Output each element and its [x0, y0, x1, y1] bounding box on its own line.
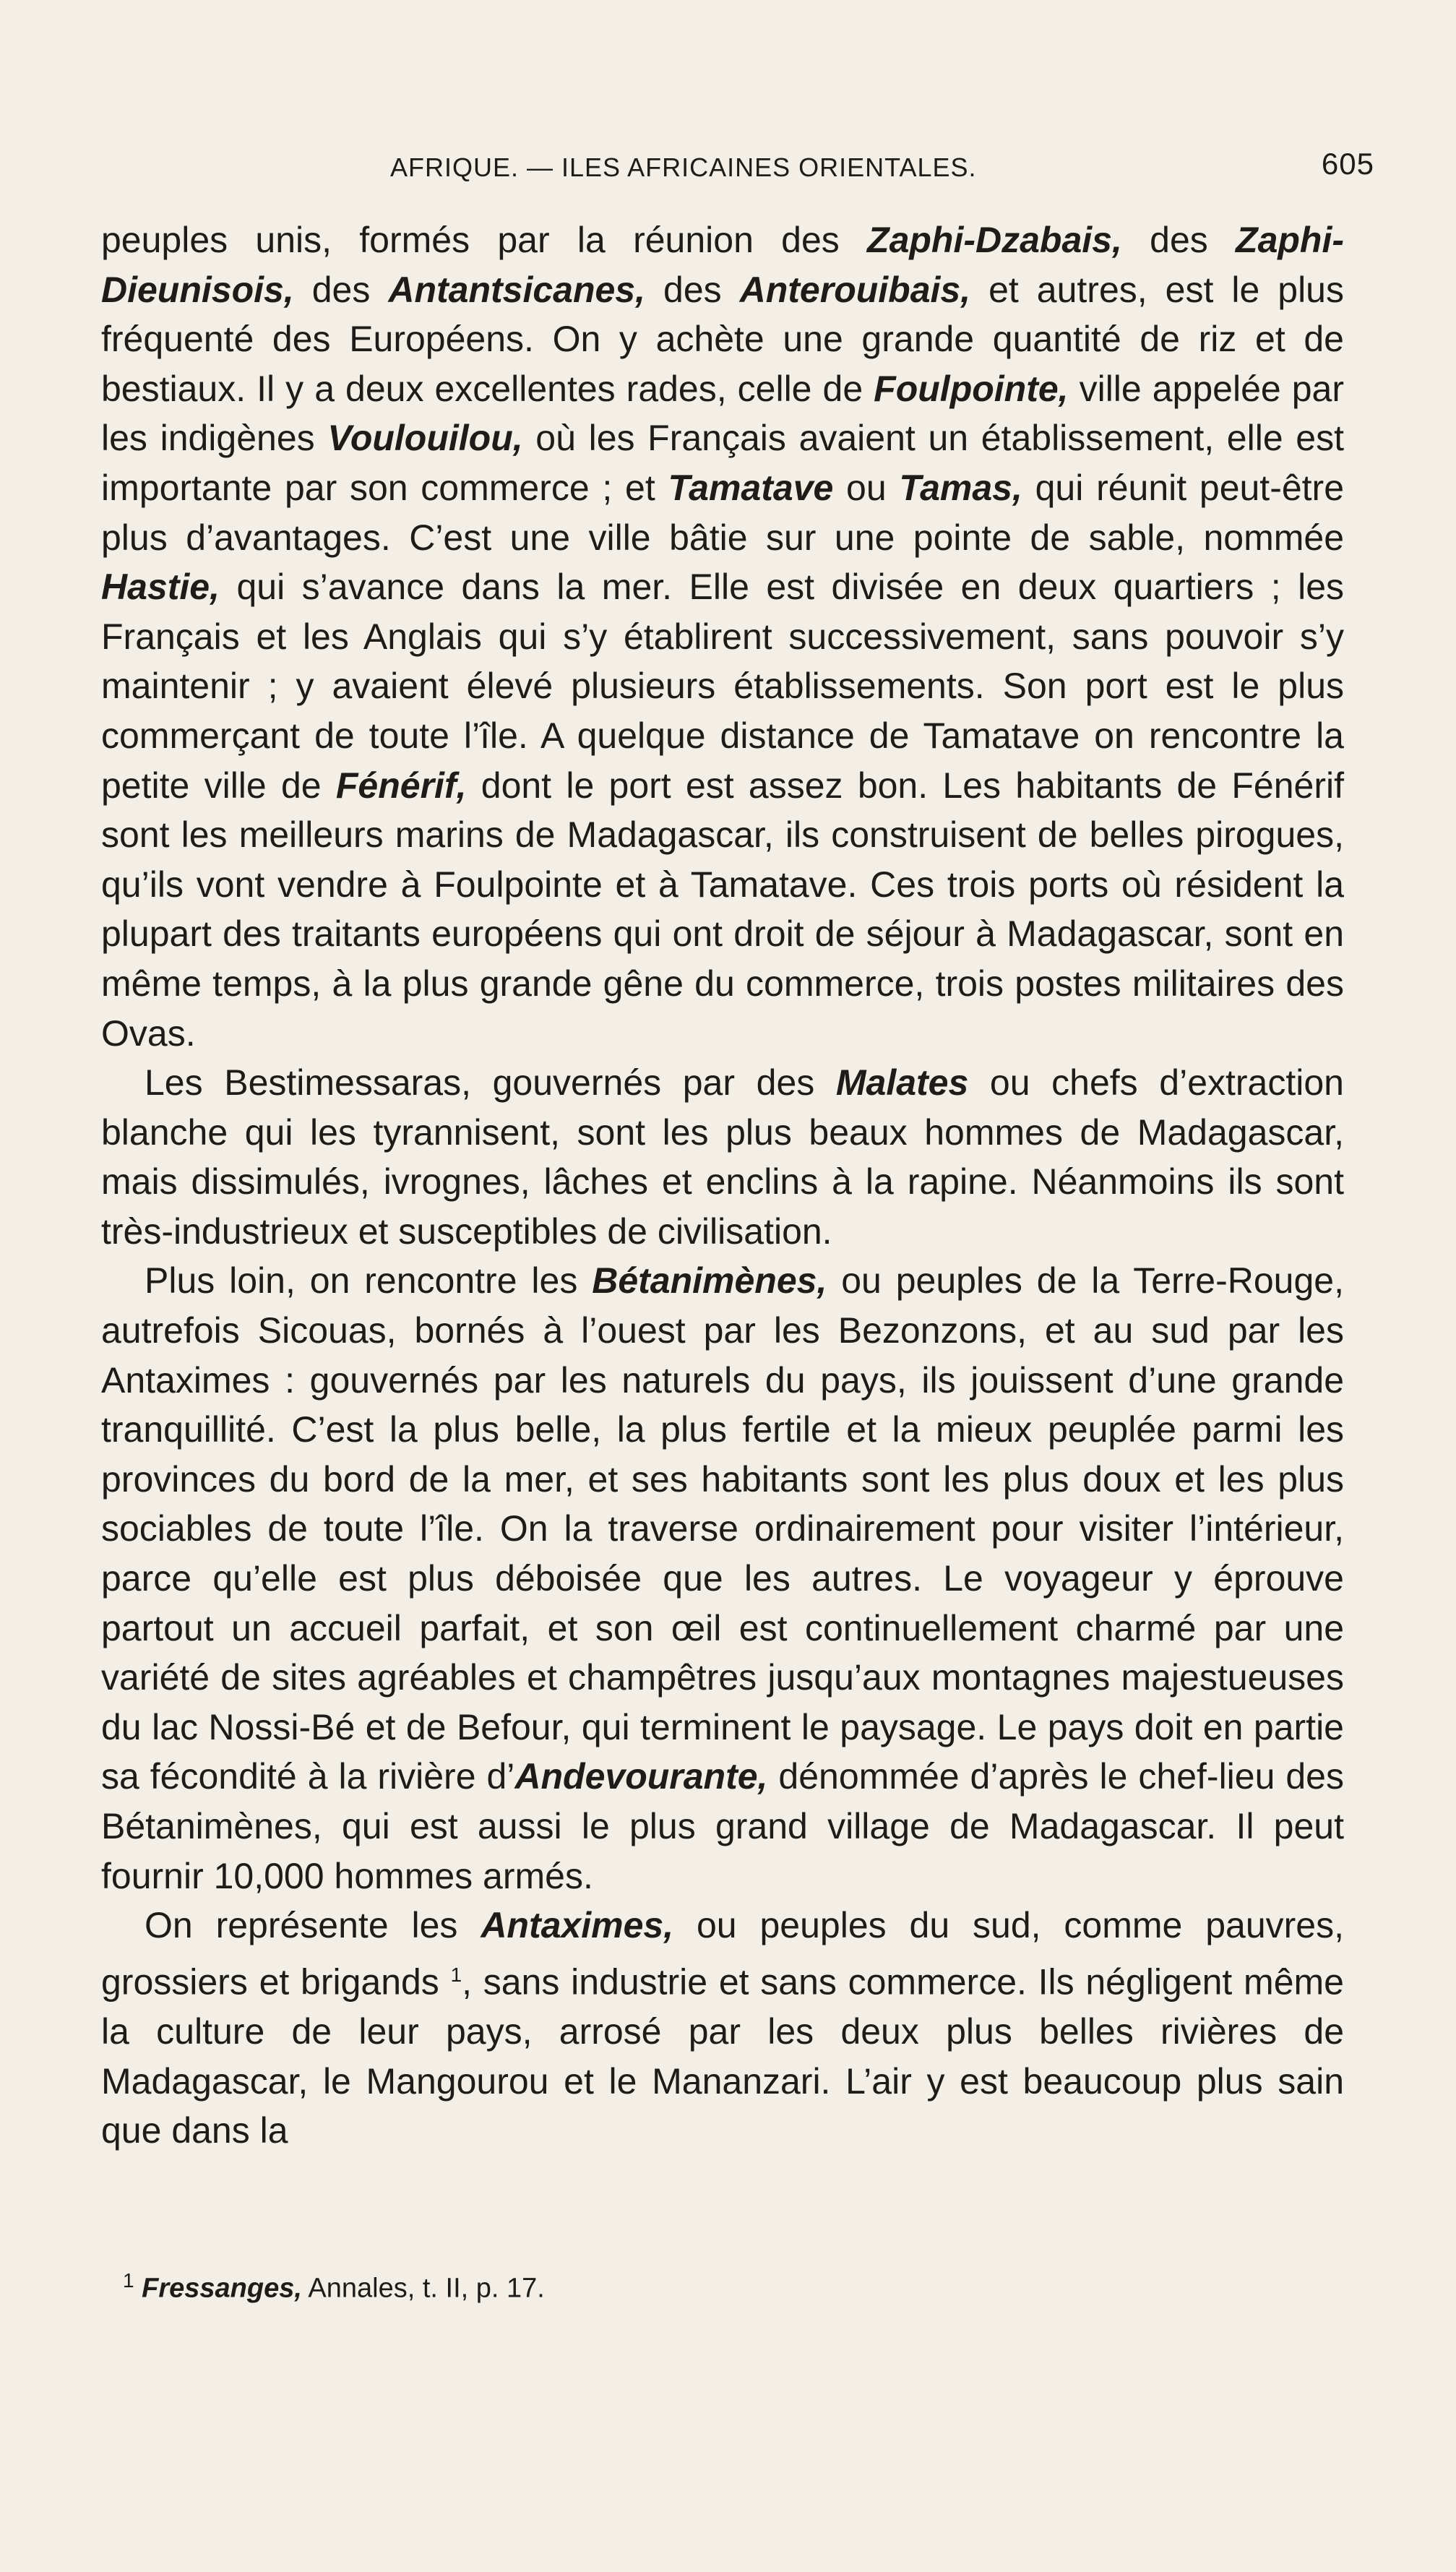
italic-term: Foulpointe, [874, 368, 1069, 409]
italic-term: Zaphi-Dieunisois, [101, 220, 1345, 310]
text-run: ville appelée par les indigènes [101, 368, 1344, 459]
italic-term: Bétanimènes, [592, 1260, 827, 1302]
paragraph [101, 215, 1344, 1058]
italic-term: Tamatave [668, 467, 834, 508]
paragraph [101, 1058, 1344, 1256]
footnote-marker: 1 [123, 2269, 134, 2292]
text-run: Plus loin, on rencontre les [145, 1260, 593, 1302]
italic-term: Hastie, [101, 567, 220, 608]
italic-term: Antaximes, [481, 1905, 674, 1946]
italic-term: Voulouilou, [327, 418, 523, 459]
text-run: Les Bestimessaras, gouvernés par des [145, 1062, 836, 1104]
paragraph [101, 1901, 1344, 2156]
italic-term: Zaphi-Dzabais, [867, 220, 1122, 260]
text-run: qui réunit peut-être plus d’avantages. C’est une ville bâtie sur une pointe de sable, nommée [101, 467, 1345, 558]
text-run: des [293, 269, 389, 310]
italic-term: Antantsicanes, [388, 269, 646, 310]
text-run: des [1121, 220, 1236, 260]
italic-term: Malates [835, 1062, 969, 1104]
text-run: ou peuples de la Terre-Rouge, autrefois Sicouas, bornés à l’ouest par les Bezonzons, et au sud par les Antaximes : gouvernés par les naturels du pays, ils jouissent d’une grande tranquillité. C’est la plus belle, la plus fertile et la mieux peuplée parmi les provinces du bord de la mer, et ses habitants sont les plus doux et les plus sociables de toute l’île. On la traverse ordinairement pour visiter l’intérieur, parce qu’elle est plus déboisée que les autres. Le voyageur y éprouve partout un accueil parfait, et son œil est continuellement charmé par une variété de sites agréables et champêtres jusqu’aux montagnes majestueuses du lac Nossi-Bé et de Befour, qui terminent le paysage. Le pays doit en partie sa fécondité à la rivière d’ [101, 1260, 1344, 1797]
footnote-author: Fressanges, [142, 2273, 302, 2304]
text-run: peuples unis, formés par la réunion des [101, 220, 868, 260]
text-run: dont le port est assez bon. Les habitants de Fénérif sont les meilleurs marins de Madagascar, ils construisent de belles pirogues, qu’ils vont vendre à Foulpointe et à Tamatave. Ces trois ports où résident la plupart des traitants européens qui ont droit de séjour à Madagascar, sont en même temps, à la plus grande gêne du commerce, trois postes militaires des Ovas. [101, 765, 1344, 1054]
text-run: qui s’avance dans la mer. Elle est divisée en deux quartiers ; les Français et les Anglais qui s’y établirent successivement, sans pouvoir s’y maintenir ; y avaient élevé plusieurs établissements. Son port est le plus commerçant de toute l’île. A quelque distance de Tamatave on rencontre la petite ville de [101, 567, 1344, 806]
running-header [390, 147, 1380, 190]
text-run: des [645, 269, 740, 310]
body-text [101, 215, 1344, 2156]
italic-term: Andevourante, [514, 1756, 768, 1797]
footnote [123, 2269, 1279, 2305]
text-run: On représente les [145, 1905, 481, 1946]
header-title: AFRIQUE. — ILES AFRICAINES ORIENTALES. [390, 152, 977, 182]
text-run: ou [833, 467, 900, 508]
paragraph [101, 1256, 1344, 1901]
italic-term: Anterouibais, [739, 269, 971, 310]
text-run: dénommée d’après le chef-lieu des Bétanimènes, qui est aussi le plus grand village de Madagascar. Il peut fournir 10,000 hommes armés. [101, 1756, 1344, 1896]
footnote-ref: 1 [450, 1963, 462, 1986]
text-run: ou peuples du sud, comme pauvres, grossiers et brigands [101, 1905, 1345, 2003]
text-run: et autres, est le plus fréquenté des Européens. On y achète une grande quantité de riz et de bestiaux. Il y a deux excellentes rades, celle de [101, 269, 1344, 409]
footnote-text: Annales, t. II, p. 17. [301, 2273, 545, 2304]
italic-term: Tamas, [899, 467, 1022, 508]
italic-term: Fénérif, [335, 765, 467, 806]
text-run: ou chefs d’extraction blanche qui les tyrannisent, sont les plus beaux hommes de Madagascar, mais dissimulés, ivrognes, lâches et enclins à la rapine. Néanmoins ils sont très-industrieux et susceptibles de civilisation. [101, 1062, 1344, 1252]
page-number: 605 [1321, 147, 1374, 181]
text-run: où les Français avaient un établissement, elle est importante par son commerce ; et [101, 418, 1345, 508]
text-run: , sans industrie et sans commerce. Ils négligent même la culture de leur pays, arrosé par les deux plus belles rivières de Madagascar, le Mangourou et le Mananzari. L’air y est beaucoup plus sain que dans la [101, 1961, 1344, 2151]
